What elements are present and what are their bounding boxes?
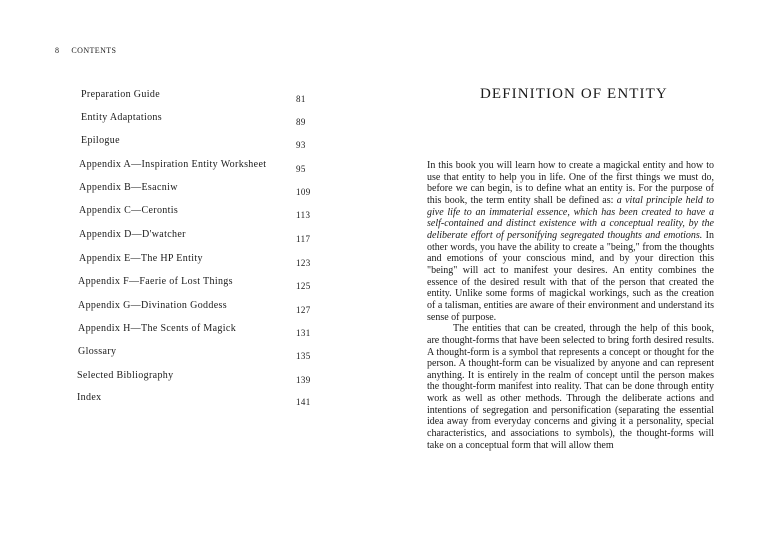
toc-entry-title: Appendix D—D'watcher xyxy=(79,229,186,240)
toc-entry xyxy=(0,253,384,267)
toc-entry xyxy=(0,205,384,219)
toc-entry xyxy=(0,300,384,314)
toc-entry xyxy=(0,112,384,126)
toc-entry-page: 81 xyxy=(296,94,306,104)
toc-entry-page: 109 xyxy=(296,187,311,197)
toc-entry-page: 135 xyxy=(296,351,311,361)
toc-entry-title: Preparation Guide xyxy=(81,89,160,100)
toc-entry-page: 127 xyxy=(296,305,311,315)
toc-entry-title: Entity Adaptations xyxy=(81,112,163,123)
toc-entry-title: Appendix G—Divination Goddess xyxy=(78,300,228,311)
toc-entry-title: Selected Bibliography xyxy=(77,370,174,381)
toc-entry xyxy=(0,89,384,103)
toc-entry-page: 139 xyxy=(296,375,311,385)
toc-entry-title: Index xyxy=(77,392,102,403)
toc-entry xyxy=(0,135,384,149)
toc-entry-title: Appendix H—The Scents of Magick xyxy=(78,323,237,334)
right-page xyxy=(384,0,768,543)
body-text xyxy=(427,160,714,451)
toc-entry-title: Glossary xyxy=(78,346,117,357)
toc-entry-page: 125 xyxy=(296,281,311,291)
toc-entry-page: 93 xyxy=(296,140,306,150)
paragraph-text: In other words, you have the ability to create a "being," from the thoughts and emotions of your conscious mind, and by your direction this "being" will act to manifest your desires. An entity combines the essence of the desired result with that of the person that created the entity. Unlike some forms of magickal workings, such as the creation of a talisman, entities are aware of their environment and understand its sense of purpose. xyxy=(427,229,714,323)
toc-entry-page: 89 xyxy=(296,117,306,127)
definition-emphasis: a vital principle held to give life to an immaterial essence, which has been created to have a self-contained and distinct existence with a conceptual reality, by the deliberate effort of personifying segregated thoughts and emotions. xyxy=(427,194,715,241)
toc-entry-page: 141 xyxy=(296,397,311,407)
toc-entry xyxy=(0,159,384,173)
paragraph: The entities that can be created, through the help of this book, are thought-forms that have been selected to bring forth desired results. A thought-form is a symbol that represents a concept or thought for the person. A thought-form can be visualized by anyone and can represent anything. It is entirely in the realm of concept until the person makes the thought-form manifest into reality. That can be done through entity work as well as other methods. Through the deliberate actions and intentions of segregation and personification (separating the essential idea away from everyday concerns and giving it a personality, special characteristics, and associations to symbols), the thought-forms will take on a conceptual form that will allow them xyxy=(427,323,714,451)
toc-entry-title: Appendix A—Inspiration Entity Worksheet xyxy=(79,159,267,170)
chapter-title: DEFINITION OF ENTITY xyxy=(480,86,668,102)
toc-entry-title: Appendix C—Cerontis xyxy=(79,205,179,216)
toc-entry xyxy=(0,229,384,243)
toc-entry xyxy=(0,276,384,290)
page-number: 8 xyxy=(55,46,60,55)
toc-entry xyxy=(0,346,384,360)
running-head-title: CONTENTS xyxy=(71,46,117,55)
toc-entry-page: 131 xyxy=(296,328,311,338)
paragraph xyxy=(427,160,714,323)
toc-entry-page: 123 xyxy=(296,258,311,268)
toc-entry xyxy=(0,182,384,196)
toc-entry xyxy=(0,323,384,337)
toc-entry-page: 117 xyxy=(296,234,311,244)
toc-entry xyxy=(0,392,384,406)
toc-entry xyxy=(0,370,384,384)
toc-entry-title: Appendix F—Faerie of Lost Things xyxy=(78,276,233,287)
toc-entry-page: 95 xyxy=(296,164,306,174)
toc-entry-title: Epilogue xyxy=(81,135,120,146)
paragraph-text: In this book you will learn how to create a magickal entity and how to use that entity to help you in life. One of the first things we must do, before we can begin, is to define what an entity is. For the purpose of this book, the term entity shall be defined as: xyxy=(427,160,714,206)
toc-entry-title: Appendix E—The HP Entity xyxy=(79,253,203,264)
toc-entry-page: 113 xyxy=(296,210,311,220)
toc-entry-title: Appendix B—Esacniw xyxy=(79,182,178,193)
